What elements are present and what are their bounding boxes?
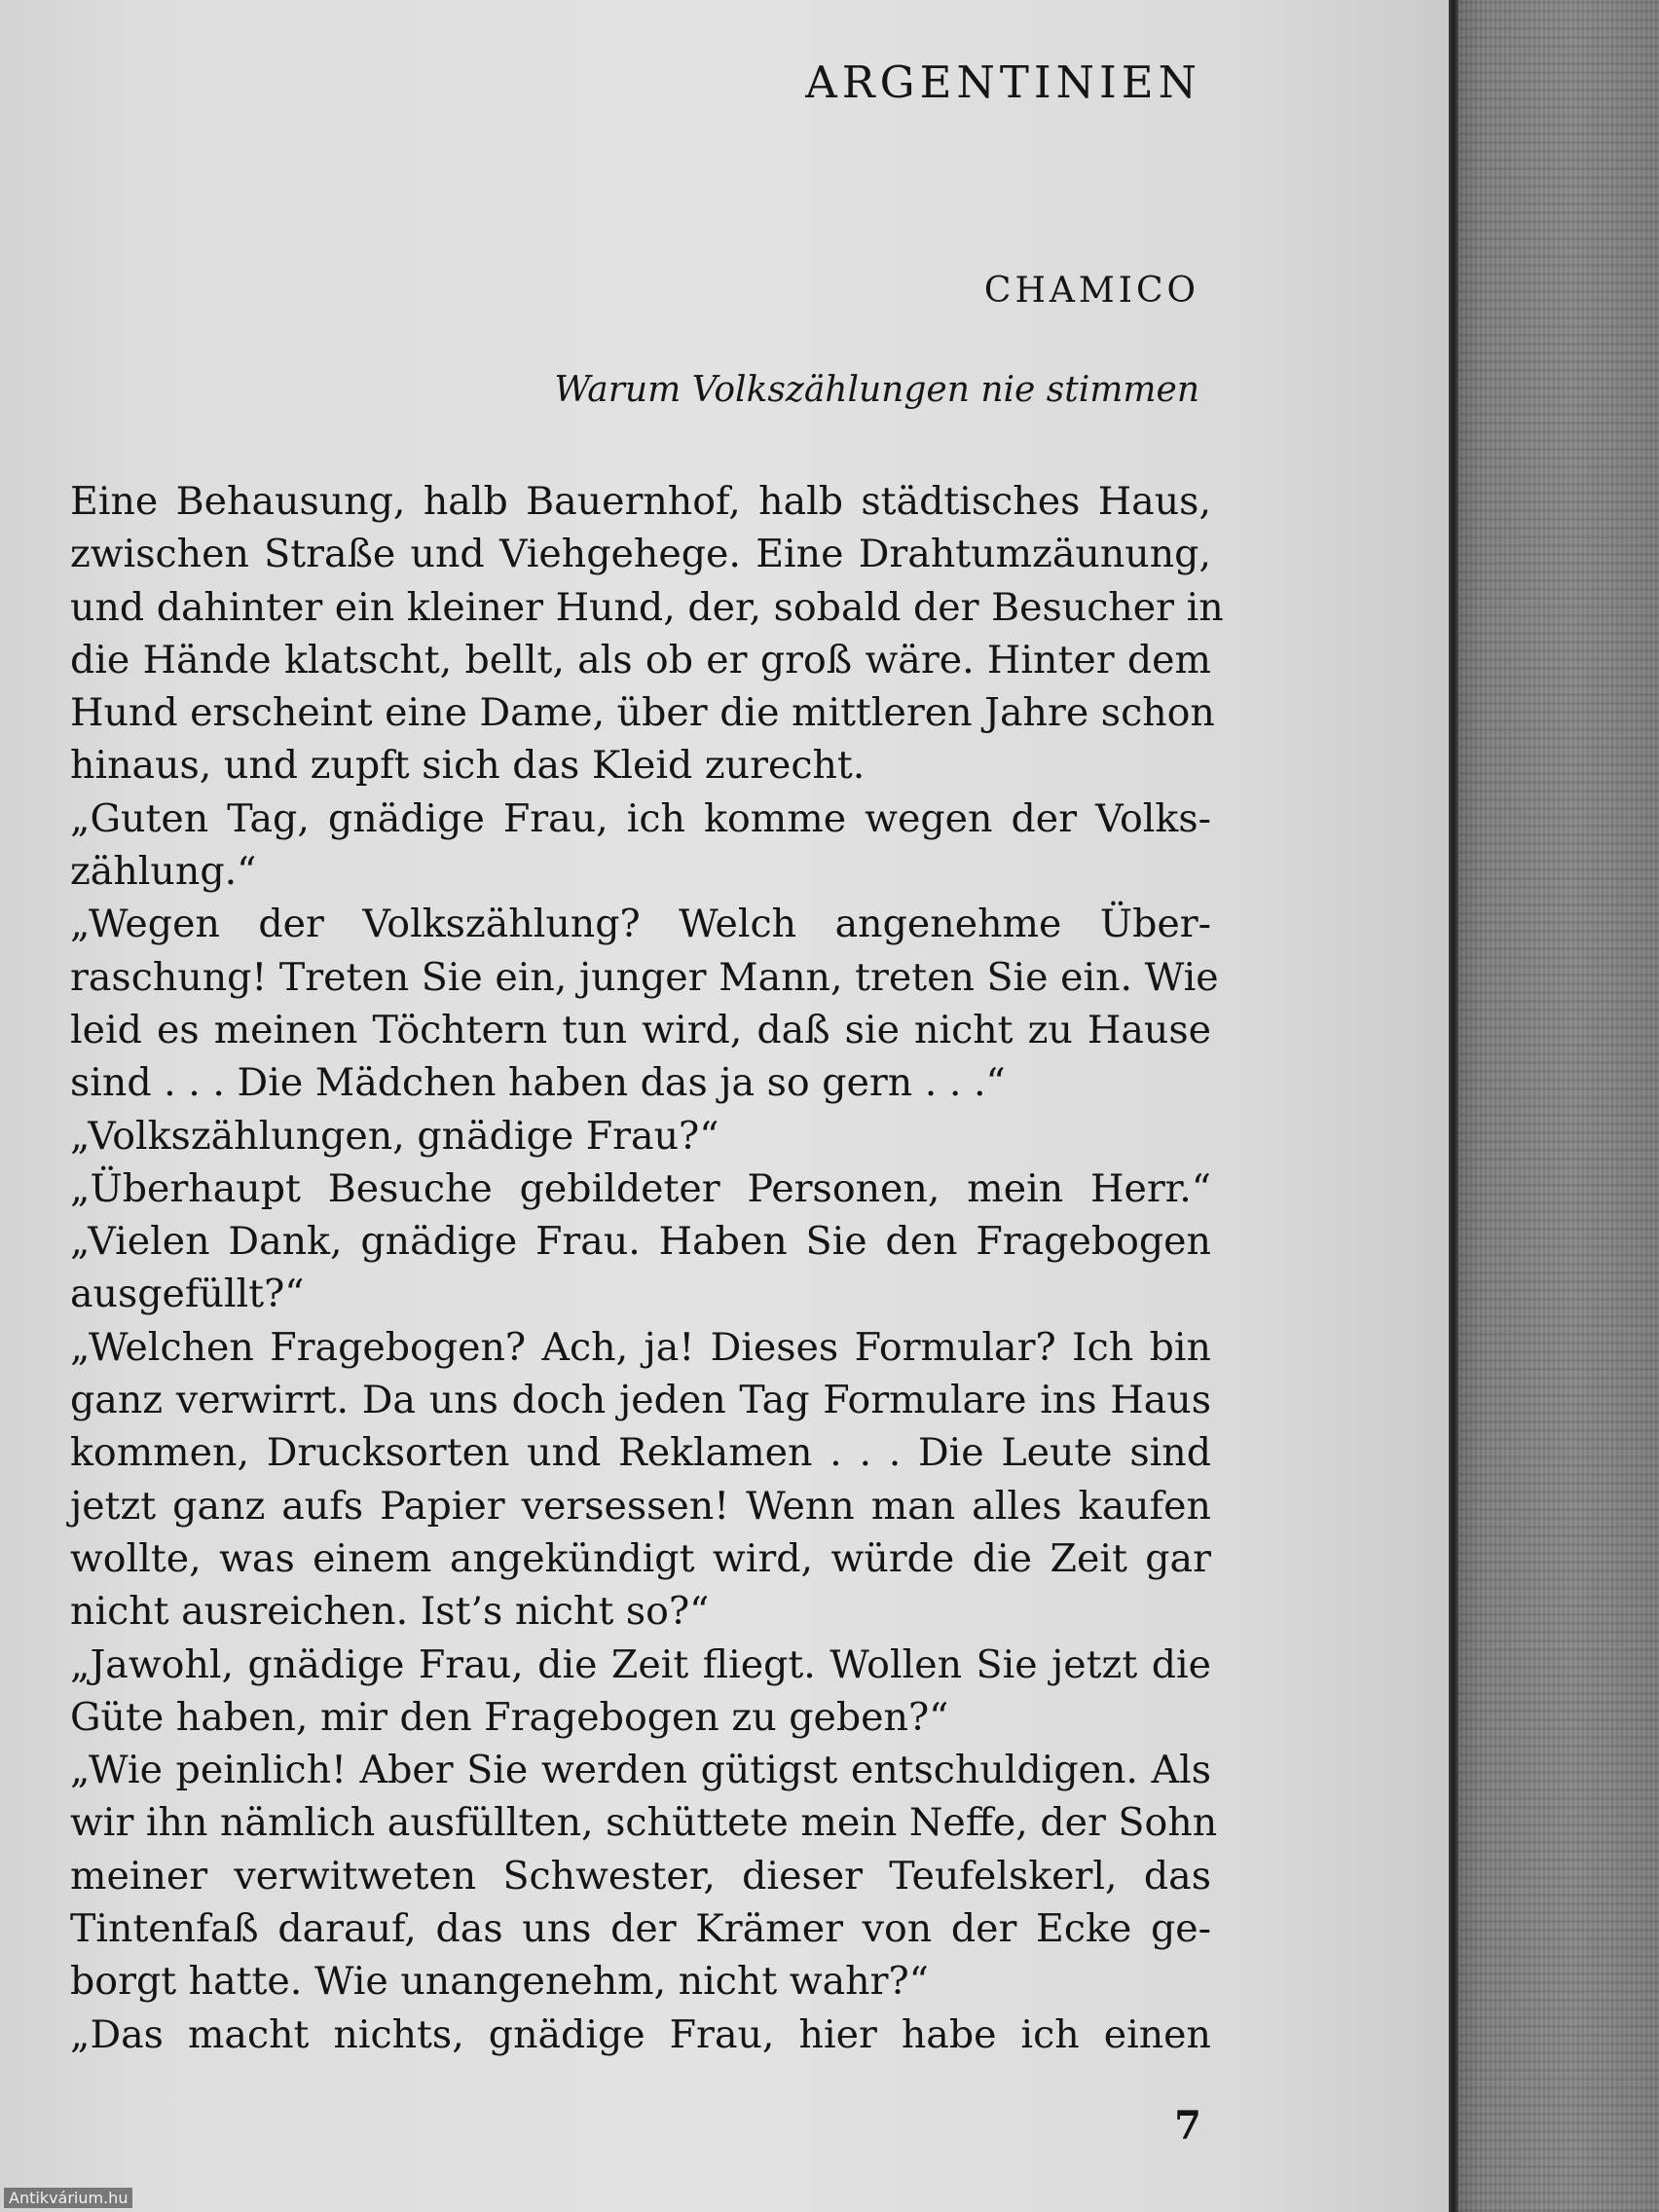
text-line: „Das macht nichts, gnädige Frau, hier habe ich einen xyxy=(70,2011,1211,2057)
watermark: Antikvárium.hu xyxy=(4,2188,132,2208)
story-subtitle: Warum Volkszählungen nie stimmen xyxy=(554,370,1199,410)
text-line: borgt hatte. Wie unangenehm, nicht wahr?“ xyxy=(70,1959,929,2005)
text-line: wollte, was einem angekündigt wird, würde die Zeit gar xyxy=(70,1535,1211,1581)
page-edge xyxy=(1449,0,1458,2212)
body-text xyxy=(70,475,1224,2061)
text-line: „Wie peinlich! Aber Sie werden gütigst entschuldigen. Als xyxy=(70,1748,1211,1793)
story-title: CHAMICO xyxy=(983,271,1199,311)
text-line: nicht ausreichen. Ist’s nicht so?“ xyxy=(70,1589,710,1635)
text-line: ausgefüllt?“ xyxy=(70,1272,305,1317)
text-line: jetzt ganz aufs Papier versessen! Wenn man alles kaufen xyxy=(70,1483,1211,1529)
text-line: „Vielen Dank, gnädige Frau. Haben Sie den Fragebogen xyxy=(70,1219,1211,1265)
text-line: Eine Behausung, halb Bauernhof, halb städtisches Haus, xyxy=(70,479,1211,524)
text-line: zwischen Straße und Viehgehege. Eine Drahtumzäunung, xyxy=(70,532,1211,577)
text-line: Hund erscheint eine Dame, über die mittleren Jahre schon xyxy=(70,690,1215,736)
text-line: zählung.“ xyxy=(70,849,257,895)
text-line: Güte haben, mir den Fragebogen zu geben?“ xyxy=(70,1694,949,1740)
text-line: „Jawohl, gnädige Frau, die Zeit fliegt. Wollen Sie jetzt die xyxy=(70,1641,1211,1687)
text-line: Tintenfaß darauf, das uns der Krämer von der Ecke ge- xyxy=(70,1906,1211,1952)
text-line: raschung! Treten Sie ein, junger Mann, treten Sie ein. Wie xyxy=(70,954,1219,1000)
text-line: meiner verwitweten Schwester, dieser Teufelskerl, das xyxy=(70,1853,1211,1899)
running-head: ARGENTINIEN xyxy=(805,56,1201,108)
page-number: 7 xyxy=(1174,2103,1201,2149)
text-line: hinaus, und zupft sich das Kleid zurecht. xyxy=(70,743,866,789)
text-line: „Guten Tag, gnädige Frau, ich komme wegen der Volks- xyxy=(70,795,1211,841)
text-line: „Überhaupt Besuche gebildeter Personen, mein Herr.“ xyxy=(70,1165,1211,1211)
text-line: die Hände klatscht, bellt, als ob er groß wäre. Hinter dem xyxy=(70,637,1211,682)
background-board xyxy=(1441,0,1659,2212)
text-line: „Volkszählungen, gnädige Frau?“ xyxy=(70,1113,719,1159)
text-line: kommen, Drucksorten und Reklamen . . . Die Leute sind xyxy=(70,1430,1211,1476)
text-line: „Welchen Fragebogen? Ach, ja! Dieses Formular? Ich bin xyxy=(70,1324,1211,1370)
text-line: wir ihn nämlich ausfüllten, schüttete mein Neffe, der Sohn xyxy=(70,1800,1218,1846)
text-line: ganz verwirrt. Da uns doch jeden Tag Formulare ins Haus xyxy=(70,1378,1211,1423)
text-line: sind . . . Die Mädchen haben das ja so gern . . .“ xyxy=(70,1060,1006,1106)
text-line: leid es meinen Töchtern tun wird, daß sie nicht zu Hause xyxy=(70,1007,1211,1052)
text-line: „Wegen der Volkszählung? Welch angenehme Über- xyxy=(70,902,1211,947)
text-line: und dahinter ein kleiner Hund, der, sobald der Besucher in xyxy=(70,584,1224,630)
